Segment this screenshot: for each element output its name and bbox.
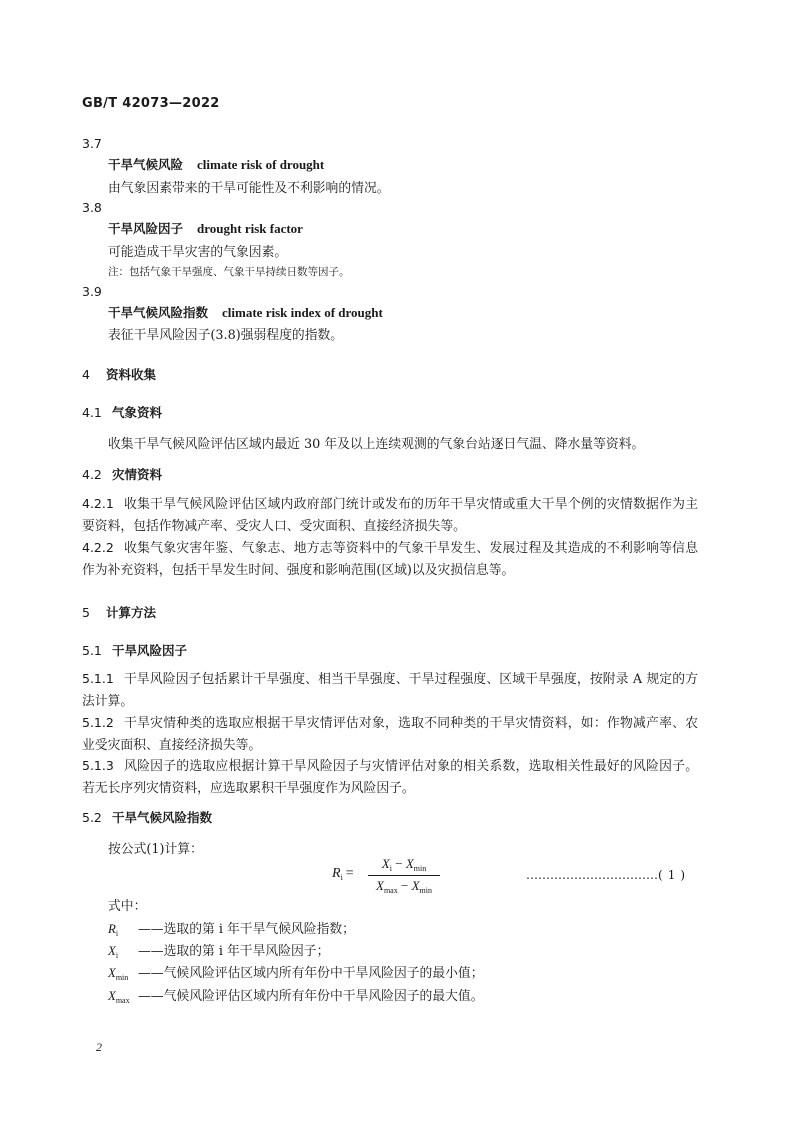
section-number: 4 xyxy=(82,367,90,382)
formula-lhs: $R_i$ = xyxy=(332,866,354,882)
section-title: 资料收集 xyxy=(106,367,157,382)
clause-paragraph xyxy=(82,712,698,757)
variable-definition: $X_i$ ——选取的第 i 年干旱风险因子； xyxy=(108,944,330,960)
formula-numerator: $X_i - X_{min}$ xyxy=(368,856,440,876)
subsection-number: 4.2 xyxy=(82,467,102,482)
clause-number: 4.2.1 xyxy=(82,496,114,511)
paragraph: 收集干旱气候风险评估区域内最近 30 年及以上连续观测的气象台站逐日气温、降水量等资料。 xyxy=(108,437,645,452)
subsection-title: 气象资料 xyxy=(112,405,163,420)
formula-fraction xyxy=(368,856,440,895)
term-number: 3.9 xyxy=(82,284,102,299)
term-definition: 由气象因素带来的干旱可能性及不利影响的情况。 xyxy=(108,181,390,196)
clause-text: 风险因子的选取应根据计算干旱风险因子与灾情评估对象的相关系数，选取相关性最好的风险因子。若无长序列灾情资料，应选取累积干旱强度作为风险因子。 xyxy=(82,759,698,796)
clause-text: 收集气象灾害年鉴、气象志、地方志等资料中的气象干旱发生、发展过程及其造成的不利影响等信息作为补充资料，包括干旱发生时间、强度和影响范围(区域)以及灾损信息等。 xyxy=(82,541,698,578)
subsection-heading xyxy=(82,641,187,659)
term-note: 注：包括气象干旱强度、气象干旱持续日数等因子。 xyxy=(108,266,350,278)
subsection-heading xyxy=(82,403,162,421)
standard-number: GB/T 42073—2022 xyxy=(82,96,220,111)
term-en: drought risk factor xyxy=(197,221,303,236)
subsection-number: 4.1 xyxy=(82,405,102,420)
subsection-number: 5.1 xyxy=(82,643,102,658)
subsection-heading xyxy=(82,808,212,826)
clause-paragraph xyxy=(82,537,698,582)
term-en: climate risk index of drought xyxy=(222,305,383,320)
clause-paragraph xyxy=(82,668,698,713)
clause-number: 5.1.3 xyxy=(82,758,114,773)
term-number: 3.8 xyxy=(82,200,102,215)
term-heading xyxy=(108,155,324,173)
subsection-number: 5.2 xyxy=(82,810,102,825)
page-number: 2 xyxy=(96,1040,102,1054)
term-zh: 干旱风险因子 xyxy=(108,221,184,236)
clause-number: 5.1.1 xyxy=(82,671,114,686)
variable-definition: $X_{max}$ ——气候风险评估区域内所有年份中干旱风险因子的最大值。 xyxy=(108,989,484,1005)
term-definition: 表征干旱风险因子(3.8)强弱程度的指数。 xyxy=(108,328,344,343)
variable-definition: $R_i$ ——选取的第 i 年干旱气候风险指数； xyxy=(108,922,355,938)
clause-text: 干旱灾情种类的选取应根据干旱灾情评估对象，选取不同种类的干旱灾情资料，如：作物减产率、农业受灾面积、直接经济损失等。 xyxy=(82,716,698,753)
clause-number: 4.2.2 xyxy=(82,540,114,555)
section-heading xyxy=(82,365,156,383)
term-zh: 干旱气候风险 xyxy=(108,157,184,172)
clause-paragraph xyxy=(82,493,698,538)
term-heading xyxy=(108,219,303,237)
section-heading xyxy=(82,603,156,621)
term-en: climate risk of drought xyxy=(197,157,325,172)
term-heading xyxy=(108,303,383,321)
section-number: 5 xyxy=(82,605,90,620)
equation-number: ……………………………( 1 ) xyxy=(526,868,686,882)
subsection-title: 灾情资料 xyxy=(112,467,163,482)
section-title: 计算方法 xyxy=(106,605,157,620)
clause-number: 5.1.2 xyxy=(82,715,114,730)
variable-definition: $X_{min}$ ——气候风险评估区域内所有年份中干旱风险因子的最小值； xyxy=(108,966,484,982)
clause-paragraph xyxy=(82,755,698,800)
subsection-title: 干旱气候风险指数 xyxy=(112,810,213,825)
subsection-title: 干旱风险因子 xyxy=(112,643,188,658)
clause-text: 收集干旱气候风险评估区域内政府部门统计或发布的历年干旱灾情或重大干旱个例的灾情数据作为主要资料，包括作物减产率、受灾人口、受灾面积、直接经济损失等。 xyxy=(82,497,698,534)
subsection-heading xyxy=(82,465,162,483)
formula-denominator: $X_{max} - X_{min}$ xyxy=(376,878,432,895)
formula-intro: 按公式(1)计算： xyxy=(108,842,203,857)
term-definition: 可能造成干旱灾害的气象因素。 xyxy=(108,245,288,260)
clause-text: 干旱风险因子包括累计干旱强度、相当干旱强度、干旱过程强度、区域干旱强度，按附录 A 规定的方法计算。 xyxy=(82,672,698,709)
where-label: 式中： xyxy=(108,899,147,914)
term-zh: 干旱气候风险指数 xyxy=(108,305,209,320)
term-number: 3.7 xyxy=(82,136,102,151)
